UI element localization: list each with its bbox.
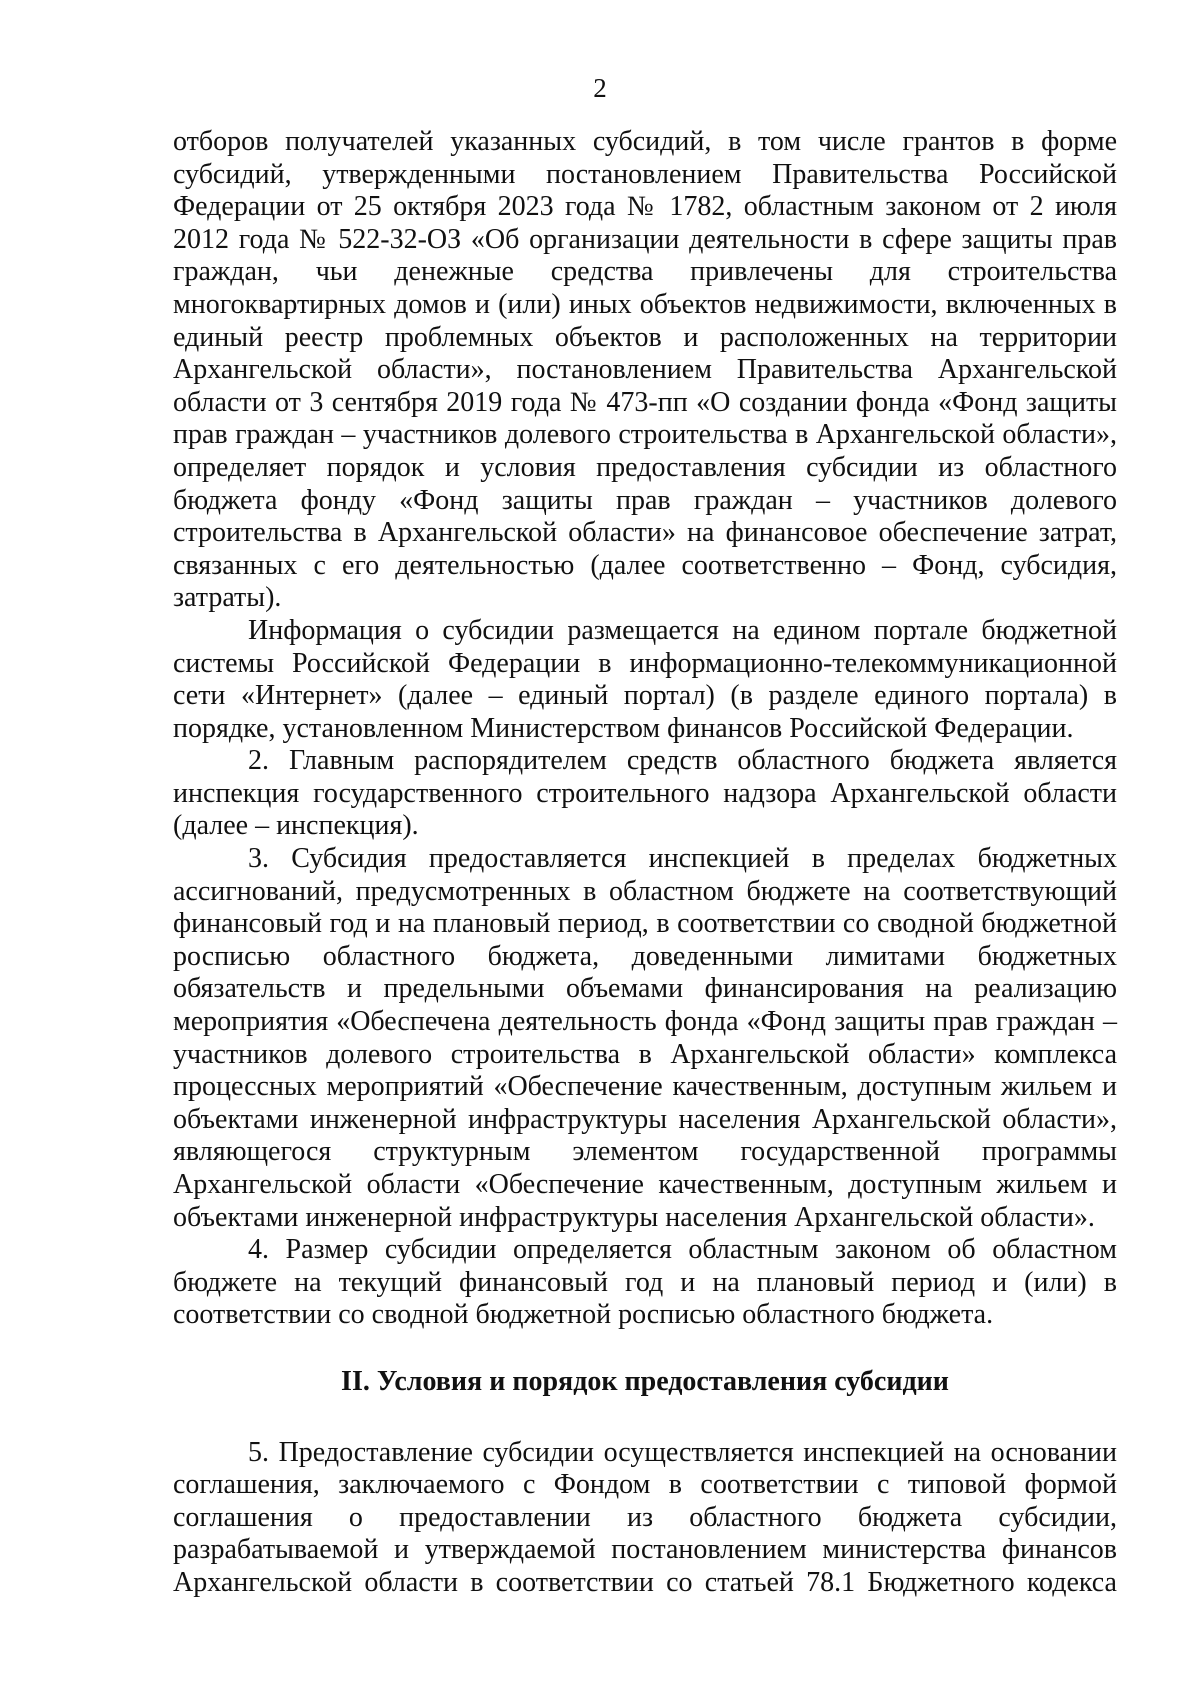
paragraph-continuation: отборов получателей указанных субсидий, в том числе грантов в форме субсидий, утвержденными постановлением Правительства Российской Федерации от 25 октября 2023 года № 1782, областным законом от 2 июля 2012 года № 522-32-ОЗ «Об организации деятельности в сфере защиты прав граждан, чьи денежные средства привлечены для строительства многоквартирных домов и (или) иных объектов недвижимости, включенных в единый реестр проблемных объектов и расположенных на территории Архангельской области», постановлением Правительства Архангельской области от 3 сентября 2019 года № 473-пп «О создании фонда «Фонд защиты прав граждан – участников долевого строительства в Архангельской области», определяет порядок и условия предоставления субсидии из областного бюджета фонду «Фонд защиты прав граждан – участников долевого строительства в Архангельской области» на финансовое обеспечение затрат, связанных с его деятельностью (далее соответственно – Фонд, субсидия, затраты). (173, 126, 1117, 614)
paragraph-item-2: 2. Главным распорядителем средств областного бюджета является инспекция государственного строительного надзора Архангельской области (далее – инспекция). (173, 745, 1117, 842)
paragraph-item-4: 4. Размер субсидии определяется областным законом об областном бюджете на текущий финансовый год и на плановый период и (или) в соответствии со сводной бюджетной росписью областного бюджета. (173, 1234, 1117, 1331)
document-body (173, 126, 1117, 1600)
paragraph-item-5: 5. Предоставление субсидии осуществляется инспекцией на основании соглашения, заключаемого с Фондом в соответствии с типовой формой соглашения о предоставлении из областного бюджета субсидии, разрабатываемой и утверждаемой постановлением министерства финансов Архангельской области в соответствии со статьей 78.1 Бюджетного кодекса (173, 1436, 1117, 1598)
page-number: 2 (593, 73, 607, 103)
paragraph-subsidy-information: Информация о субсидии размещается на едином портале бюджетной системы Российской Федерации в информационно-телекоммуникационной сети «Интернет» (далее – единый портал) (в разделе единого портала) в порядке, установленном Министерством финансов Российской Федерации. (173, 614, 1117, 744)
section-heading: II. Условия и порядок предоставления субсидии (341, 1365, 949, 1397)
paragraph-item-3: 3. Субсидия предоставляется инспекцией в пределах бюджетных ассигнований, предусмотренных в областном бюджете на соответствующий финансовый год и на плановый период, в соответствии со сводной бюджетной росписью областного бюджета, доведенными лимитами бюджетных обязательств и предельными объемами финансирования на реализацию мероприятия «Обеспечена деятельность фонда «Фонд защиты прав граждан – участников долевого строительства в Архангельской области» комплекса процессных мероприятий «Обеспечение качественным, доступным жильем и объектами инженерной инфраструктуры населения Архангельской области», являющегося структурным элементом государственной программы Архангельской области «Обеспечение качественным, доступным жильем и объектами инженерной инфраструктуры населения Архангельской области». (173, 843, 1117, 1233)
